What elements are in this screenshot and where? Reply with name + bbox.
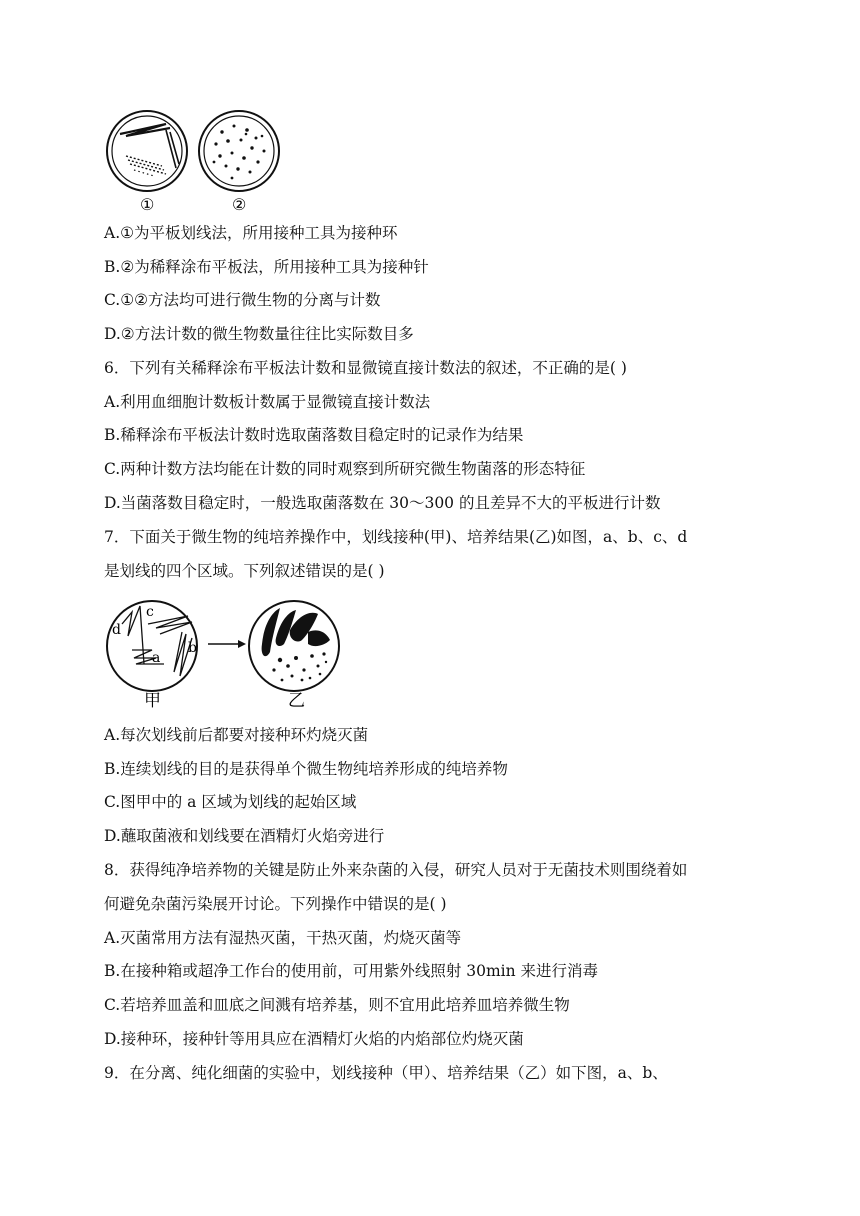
dish-1-label: ① <box>140 195 155 214</box>
q6-option-d: D.当菌落数目稳定时，一般选取菌落数在 30～300 的且差异不大的平板进行计数 <box>104 494 661 512</box>
dish-yi-label: 乙 <box>288 691 305 711</box>
q8-option-a: A.灭菌常用方法有湿热灭菌，干热灭菌，灼烧灭菌等 <box>104 929 462 947</box>
q8-stem-line1: 8．获得纯净培养物的关键是防止外来杂菌的入侵，研究人员对于无菌技术则围绕着如 <box>104 861 688 879</box>
dish-jia <box>107 601 197 691</box>
q6-option-b: B.稀释涂布平板法计数时选取菌落数目稳定时的记录作为结果 <box>104 426 524 444</box>
q8-option-b: B.在接种箱或超净工作台的使用前，可用紫外线照射 30min 来进行消毒 <box>104 962 599 980</box>
q9-stem-line1: 9．在分离、纯化细菌的实验中，划线接种（甲）、培养结果（乙）如下图，a、b、 <box>104 1064 668 1082</box>
q8-option-c: C.若培养皿盖和皿底之间溅有培养基，则不宜用此培养皿培养微生物 <box>104 996 570 1014</box>
arrow-icon <box>208 640 246 648</box>
q6-stem: 6．下列有关稀释涂布平板法计数和显微镜直接计数法的叙述，不正确的是( ) <box>104 359 627 377</box>
q5-option-d: D.②方法计数的微生物数量往往比实际数目多 <box>104 325 414 343</box>
region-b-label: b <box>188 640 197 656</box>
q5-option-b: B.②为稀释涂布平板法，所用接种工具为接种针 <box>104 258 429 276</box>
q7-option-d: D.蘸取菌液和划线要在酒精灯火焰旁进行 <box>104 827 385 845</box>
dish-2-label: ② <box>232 195 247 214</box>
q7-option-a: A.每次划线前后都要对接种环灼烧灭菌 <box>104 726 369 744</box>
q7-option-b: B.连续划线的目的是获得单个微生物纯培养形成的纯培养物 <box>104 760 508 778</box>
dish-yi <box>249 601 339 691</box>
region-a-label: a <box>152 650 161 666</box>
q6-option-c: C.两种计数方法均能在计数的同时观察到所研究微生物菌落的形态特征 <box>104 460 586 478</box>
figure-plates-1-2 <box>104 106 284 216</box>
q8-stem-line2: 何避免杂菌污染展开讨论。下列操作中错误的是( ) <box>104 895 447 913</box>
spread-plate-dish <box>199 111 279 191</box>
q7-option-c: C.图甲中的 a 区域为划线的起始区域 <box>104 793 357 811</box>
q5-option-a: A.①为平板划线法，所用接种工具为接种环 <box>104 224 398 242</box>
q5-option-c: C.①②方法均可进行微生物的分离与计数 <box>104 291 381 309</box>
streak-plate-dish <box>107 111 187 191</box>
dish-jia-label: 甲 <box>144 691 161 711</box>
q7-stem-line2: 是划线的四个区域。下列叙述错误的是( ) <box>104 562 385 580</box>
q7-stem-line1: 7．下面关于微生物的纯培养操作中，划线接种(甲)、培养结果(乙)如图，a、b、c、d <box>104 528 688 546</box>
figure-streak-jia-yi <box>104 594 349 712</box>
q8-option-d: D.接种环，接种针等用具应在酒精灯火焰的内焰部位灼烧灭菌 <box>104 1030 524 1048</box>
region-d-label: d <box>112 622 121 638</box>
q6-option-a: A.利用血细胞计数板计数属于显微镜直接计数法 <box>104 393 431 411</box>
region-c-label: c <box>146 604 154 620</box>
